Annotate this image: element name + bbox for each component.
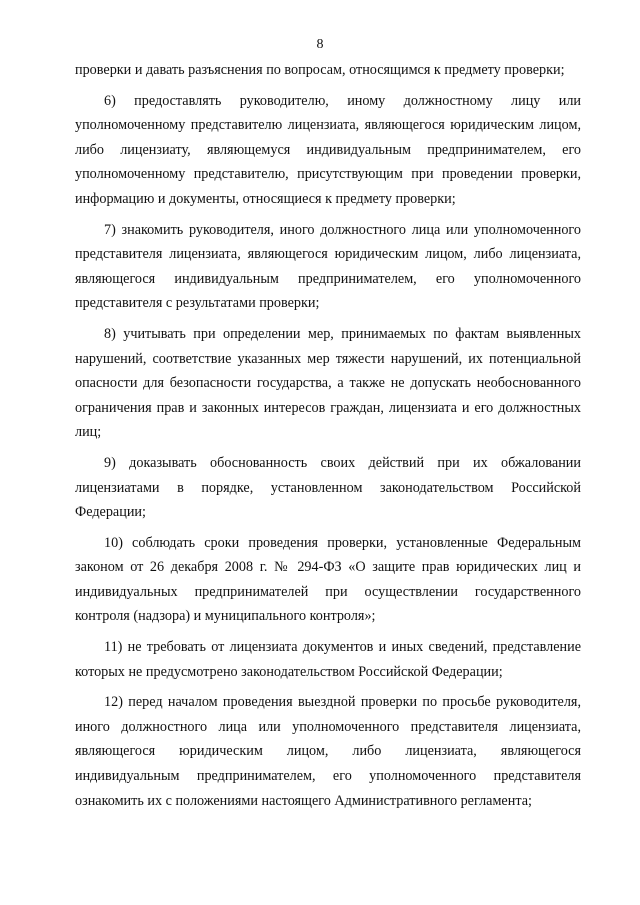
paragraph-continuation: проверки и давать разъяснения по вопросам, относящимся к предмету проверки; — [75, 62, 565, 78]
page-number: 8 — [316, 37, 324, 52]
document-body — [75, 58, 581, 819]
paragraph-item-7: 7) знакомить руководителя, иного должностного лица или уполномоченного представителя лицензиата, являющегося юридическим лицом, либо лицензиата, являющегося индивидуальным предпринимателем, его уполномоченного представителя с результатами проверки; — [75, 221, 581, 312]
paragraph-item-9: 9) доказывать обоснованность своих действий при их обжаловании лицензиатами в порядке, установленном законодательством Российской Федерации; — [75, 454, 581, 521]
paragraph-item-11: 11) не требовать от лицензиата документов и иных сведений, представление которых не предусмотрено законодательством Российской Федерации; — [75, 639, 581, 680]
paragraph-item-10: 10) соблюдать сроки проведения проверки, установленные Федеральным законом от 26 декабря 2008 г. № 294-ФЗ «О защите прав юридических лиц и индивидуальных предпринимателей при осуществлении государственного контроля (надзора) и муниципального контроля»; — [75, 534, 581, 625]
paragraph-item-6: 6) предоставлять руководителю, иному должностному лицу или уполномоченному представителю лицензиата, являющегося юридическим лицом, либо лицензиату, являющемуся индивидуальным предпринимателем, его уполномоченному представителю, присутствующим при проведении проверки, информацию и документы, относящиеся к предмету проверки; — [75, 92, 581, 207]
paragraph-item-8: 8) учитывать при определении мер, принимаемых по фактам выявленных нарушений, соответствие указанных мер тяжести нарушений, их потенциальной опасности для безопасности государства, а также не допускать необоснованного ограничения прав и законных интересов граждан, лицензиата и его должностных лиц; — [75, 325, 581, 441]
paragraph-item-12: 12) перед началом проведения выездной проверки по просьбе руководителя, иного должностного лица или уполномоченного представителя лицензиата, являющегося юридическим лицом, либо лицензиата, являющегося индивидуальным предпринимателем, его уполномоченного представителя ознакомить их с положениями настоящего Административного регламента; — [75, 694, 581, 809]
